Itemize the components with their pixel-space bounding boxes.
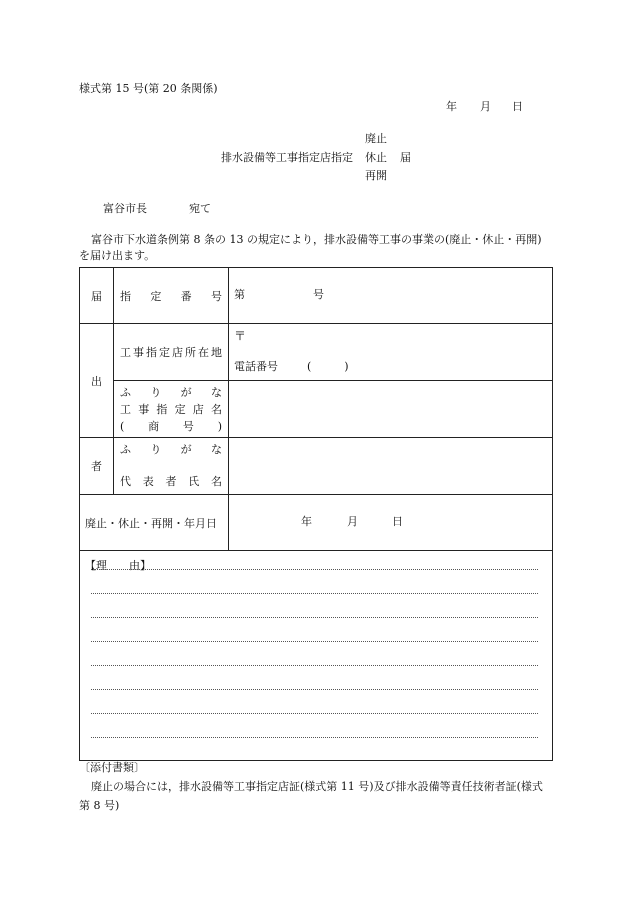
addressee-honorific: 宛て bbox=[189, 202, 211, 215]
row-store-name bbox=[80, 381, 553, 438]
reason-line bbox=[91, 641, 538, 642]
reason-field[interactable] bbox=[80, 551, 553, 761]
change-date-day: 日 bbox=[392, 514, 403, 528]
notification-table bbox=[79, 267, 553, 761]
title-option-suspend: 休止 bbox=[365, 151, 387, 164]
reason-line bbox=[91, 617, 538, 618]
applicant-char-1: 届 bbox=[80, 268, 114, 324]
row-representative bbox=[80, 438, 553, 495]
store-name-text-label: 工 事 指 定 店 名 bbox=[120, 402, 222, 416]
reason-line bbox=[91, 713, 538, 714]
applicant-char-3: 者 bbox=[80, 438, 114, 495]
row-change-date bbox=[80, 495, 553, 551]
representative-label bbox=[114, 438, 229, 495]
rep-furigana-label: ふ り が な bbox=[120, 443, 222, 456]
title-main: 排水設備等工事指定店指定 bbox=[221, 151, 353, 164]
title-suffix: 届 bbox=[400, 151, 411, 164]
reason-line bbox=[91, 593, 538, 594]
designation-number-field[interactable] bbox=[229, 268, 553, 324]
reason-label: 【理 由】 bbox=[85, 559, 151, 572]
title-option-abolish: 廃止 bbox=[365, 132, 387, 145]
row-designation-number bbox=[80, 268, 553, 324]
store-name-furigana-label: ふ り が な bbox=[120, 385, 222, 399]
addressee-name: 富谷市長 bbox=[103, 202, 147, 215]
row-store-location bbox=[80, 324, 553, 381]
designation-suffix: 号 bbox=[313, 287, 324, 301]
rep-name-label: 代 表 者 氏 名 bbox=[120, 475, 222, 488]
designation-number-label: 指 定 番 号 bbox=[114, 268, 229, 324]
date-day-label: 日 bbox=[512, 100, 523, 113]
applicant-char-2: 出 bbox=[80, 324, 114, 438]
reason-line bbox=[91, 569, 538, 570]
store-location-label: 工事指定店所在地 bbox=[114, 324, 229, 381]
change-date-month: 月 bbox=[347, 514, 358, 528]
title-option-resume: 再開 bbox=[365, 169, 387, 182]
row-reason bbox=[80, 551, 553, 761]
store-name-label bbox=[114, 381, 229, 438]
change-date-year: 年 bbox=[301, 514, 312, 528]
attachments-heading: 〔添付書類〕 bbox=[79, 761, 145, 774]
intro-line-2: を届け出ます。 bbox=[79, 249, 156, 262]
form-number-label: 様式第 15 号(第 20 条関係) bbox=[79, 82, 218, 95]
reason-line bbox=[91, 665, 538, 666]
phone-label: 電話番号 bbox=[234, 360, 278, 373]
reason-line bbox=[91, 737, 538, 738]
change-date-field[interactable] bbox=[229, 495, 553, 551]
attachments-line-1: 廃止の場合には，排水設備等工事指定店証(様式第 11 号)及び排水設備等責任技術者証(様式 bbox=[91, 780, 543, 793]
store-name-field[interactable] bbox=[229, 381, 553, 438]
store-location-field[interactable] bbox=[229, 324, 553, 381]
designation-prefix: 第 bbox=[234, 287, 245, 301]
attachments-line-2: 第 8 号) bbox=[79, 799, 120, 812]
date-year-label: 年 bbox=[446, 100, 457, 113]
phone-parens: ( ) bbox=[307, 360, 349, 373]
reason-line bbox=[91, 689, 538, 690]
postal-mark: 〒 bbox=[234, 329, 247, 343]
trade-name-label: ( 商 号 ) bbox=[120, 419, 222, 433]
date-month-label: 月 bbox=[480, 100, 491, 113]
intro-line-1: 富谷市下水道条例第 8 条の 13 の規定により，排水設備等工事の事業の(廃止・休止・再開) bbox=[91, 233, 542, 246]
representative-field[interactable] bbox=[229, 438, 553, 495]
change-date-label: 廃止・休止・再開・年月日 bbox=[80, 495, 229, 551]
